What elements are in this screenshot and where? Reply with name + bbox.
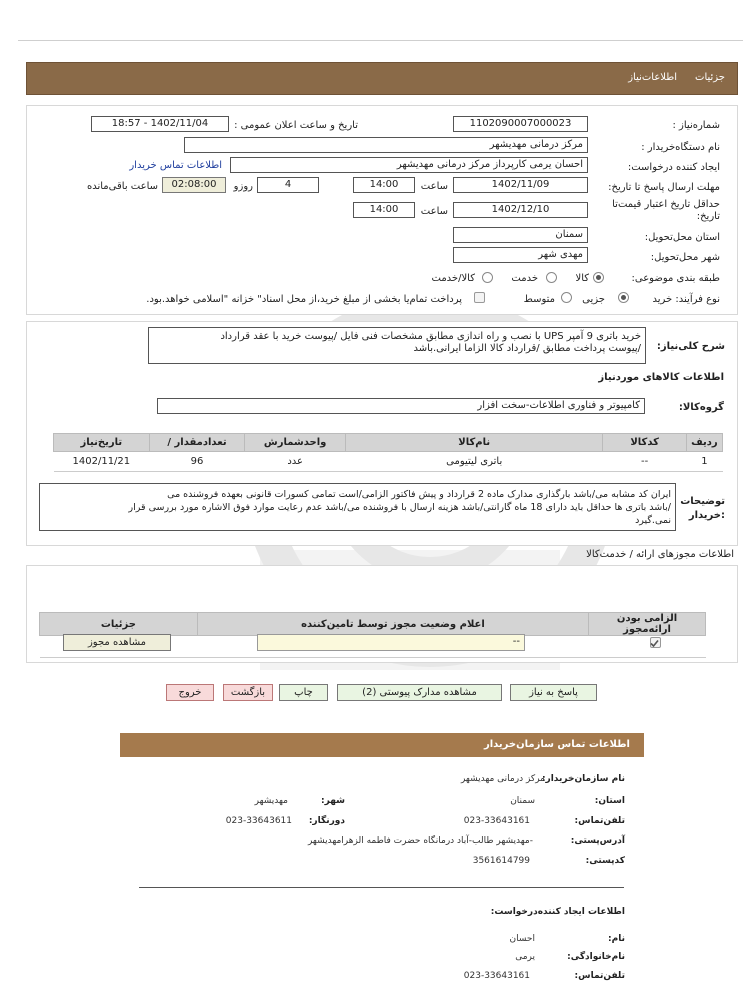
validity-label: حداقل تاریخ اعتبار قیمت‌تا [612, 199, 720, 210]
contact-org-value: مرکز درمانی مهدیشهر [460, 774, 545, 784]
announce-date-field: 1402/11/04 - 18:57 [91, 116, 229, 132]
buyer-org-label: نام دستگاه‌خریدار : [641, 142, 720, 153]
contact-address-label: آدرس‌پستی: [570, 836, 625, 846]
check-icon [649, 638, 660, 649]
back-button[interactable]: بازگشت [223, 684, 273, 701]
col-date: تاریخ‌نیاز [54, 434, 150, 452]
row-number: 1 [686, 452, 722, 472]
contact-postal-label: کدپستی: [585, 856, 625, 866]
contact-city-value: مهدیشهر [254, 796, 288, 806]
contact-phone-label: تلفن‌تماس: [574, 816, 625, 826]
summary-text-box [148, 327, 646, 364]
contact-address-value: -مهدیشهر طالب-آباد درمانگاه حضرت فاطمه الزهرامهدیشهر [307, 836, 533, 846]
announce-label: تاریخ و ساعت اعلان عمومی : [234, 120, 358, 131]
top-divider [18, 40, 743, 41]
goods-info-heading: اطلاعات کالاهای موردنیاز [598, 372, 724, 383]
row-date: 1402/11/21 [54, 452, 150, 472]
col-name: نام‌کالا [346, 434, 603, 452]
row-name: باتری لیتیومی [346, 452, 603, 472]
remaining-label: ساعت باقی‌مانده [86, 181, 158, 192]
permit-status-field[interactable]: -- [257, 634, 525, 651]
permits-title: اطلاعات مجوزهای ارائه / خدمت‌کالا [586, 549, 734, 560]
buyer-notes-line-2: /باشد باتری ها حداقل باید دارای 18 ماه گارانتی/باشد هزینه ارسال با فروشنده می/باشد عدم رعایت موارد فوق الاشاره مورد بررسی قرار [128, 502, 671, 513]
creator-name-value: احسان [509, 934, 535, 944]
deadline-time-field: 14:00 [353, 177, 415, 193]
contact-province-value: سمنان [510, 796, 535, 806]
buyer-org-field: مرکز درمانی مهدیشهر [184, 137, 588, 153]
remaining-time-field: 02:08:00 [162, 177, 226, 193]
validity-time-label: ساعت [420, 206, 448, 217]
col-code: کدکالا [603, 434, 686, 452]
creator-name-label: نام: [608, 934, 625, 944]
days-label: روزو [233, 181, 253, 192]
page-header-bar [26, 62, 738, 95]
permit-col-status: اعلام وضعیت مجوز توسط تامین‌کننده [197, 613, 588, 636]
category-label: طبقه بندی موضوعی: [631, 273, 720, 284]
tab-need-info[interactable]: اطلاعات‌نیاز [628, 72, 677, 83]
process-label: نوع فرآیند: خرید [652, 294, 720, 305]
permit-col-details: جزئیات [40, 613, 198, 636]
tab-details[interactable]: جزئیات [695, 72, 725, 83]
treasury-payment-checkbox[interactable] [474, 292, 485, 303]
contact-province-label: استان: [594, 796, 625, 806]
process-medium-radio[interactable] [561, 292, 572, 303]
deadline-date-field: 1402/11/09 [453, 177, 588, 193]
row-unit: عدد [245, 452, 346, 472]
city-label: شهر محل‌تحویل: [650, 252, 720, 263]
goods-table [53, 433, 723, 472]
buyer-notes-line-1: ایران کد مشابه می/باشد بارگذاری مدارک ماده 2 قرارداد و پیش فاکتور الزامی/است تمامی کسورات قانونی بعهده فروشنده می [167, 489, 671, 500]
need-number-field: 1102090007000023 [453, 116, 588, 132]
category-goods-radio[interactable] [593, 272, 604, 283]
creator-field: احسان یرمی کارپرداز مرکز درمانی مهدیشهر [230, 157, 588, 173]
contact-postal-value: 3561614799 [472, 856, 530, 866]
process-medium-label: متوسط [523, 294, 555, 305]
contact-city-label: شهر: [321, 796, 345, 806]
creator-family-label: نام‌خانوادگی: [567, 952, 625, 962]
exit-button[interactable]: خروج [166, 684, 214, 701]
province-label: استان محل‌تحویل: [644, 232, 720, 243]
reply-button[interactable]: پاسخ به نیاز [510, 684, 597, 701]
view-attachments-button[interactable]: مشاهده مدارک پیوستی (2) [337, 684, 502, 701]
province-field: سمنان [453, 227, 588, 243]
col-unit: واحدشمارش [245, 434, 346, 452]
goods-group-field: کامپیوتر و فناوری اطلاعات-سخت افزار [157, 398, 645, 414]
creator-family-value: یرمی [515, 952, 535, 962]
deadline-time-label: ساعت [420, 181, 448, 192]
contact-phone-value: 023-33643161 [463, 816, 530, 826]
category-both-label: کالا/خدمت [431, 273, 475, 284]
col-qty: تعدادمقدار / [149, 434, 245, 452]
buyer-notes-label: توضیحات [680, 496, 725, 507]
category-service-radio[interactable] [546, 272, 557, 283]
col-row: ردیف [686, 434, 722, 452]
contact-fax-value: 023-33643611 [225, 816, 292, 826]
contact-divider [139, 887, 624, 888]
category-both-radio[interactable] [482, 272, 493, 283]
need-number-label: شماره‌نیاز : [672, 120, 720, 131]
print-button[interactable]: چاپ [279, 684, 328, 701]
contact-title: اطلاعات تماس سازمان‌خریدار [483, 739, 630, 750]
contact-fax-label: دورنگار: [308, 816, 345, 826]
summary-line-1: خرید باتری 9 آمپر UPS با نصب و راه اندازی مطابق مشخصات فنی فایل /پیوست خرید با عقد قرارداد [220, 331, 641, 342]
row-code: -- [603, 452, 686, 472]
row-qty: 96 [149, 452, 245, 472]
treasury-payment-note: پرداخت تمام‌یا بخشی از مبلغ خرید،از محل اسناد" خزانه "اسلامی خواهد.بود. [146, 294, 462, 305]
validity-time-field: 14:00 [353, 202, 415, 218]
buyer-notes-label-2: :خریدار [688, 510, 725, 521]
contact-header-bar [120, 733, 644, 757]
creator-info-title: اطلاعات ایجاد کننده‌درخواست: [490, 907, 625, 917]
process-partial-label: جزیی [582, 294, 605, 305]
category-service-label: خدمت [511, 273, 538, 284]
creator-phone-value: 023-33643161 [463, 971, 530, 981]
summary-label: شرح کلی‌نیاز: [656, 341, 725, 352]
buyer-notes-box [39, 483, 676, 531]
process-partial-radio[interactable] [618, 292, 629, 303]
days-field: 4 [257, 177, 319, 193]
creator-label: ایجاد کننده درخواست: [627, 162, 720, 173]
permit-col-required: الزامی بودن ارائه‌مجوز [589, 613, 706, 636]
buyer-contact-link[interactable]: اطلاعات تماس خریدار [129, 160, 222, 171]
table-row[interactable] [54, 452, 723, 472]
validity-label-2: تاریخ: [696, 211, 720, 222]
category-goods-label: کالا [575, 273, 589, 284]
deadline-label: مهلت ارسال پاسخ تا تاریخ: [608, 182, 720, 193]
permit-required-checkbox[interactable] [650, 637, 661, 648]
contact-org-label: نام سازمان‌خریدار: [541, 774, 625, 784]
goods-group-label: گروه‌کالا: [678, 402, 724, 413]
city-field: مهدی شهر [453, 247, 588, 263]
validity-date-field: 1402/12/10 [453, 202, 588, 218]
creator-phone-label: تلفن‌تماس: [574, 971, 625, 981]
view-permit-button[interactable]: مشاهده مجوز [63, 634, 171, 651]
buyer-notes-line-3: نمی.گیرد [635, 515, 671, 526]
summary-line-2: /پیوست پرداخت مطابق /قرارداد کالا الزاما ایرانی.باشد [413, 343, 641, 354]
